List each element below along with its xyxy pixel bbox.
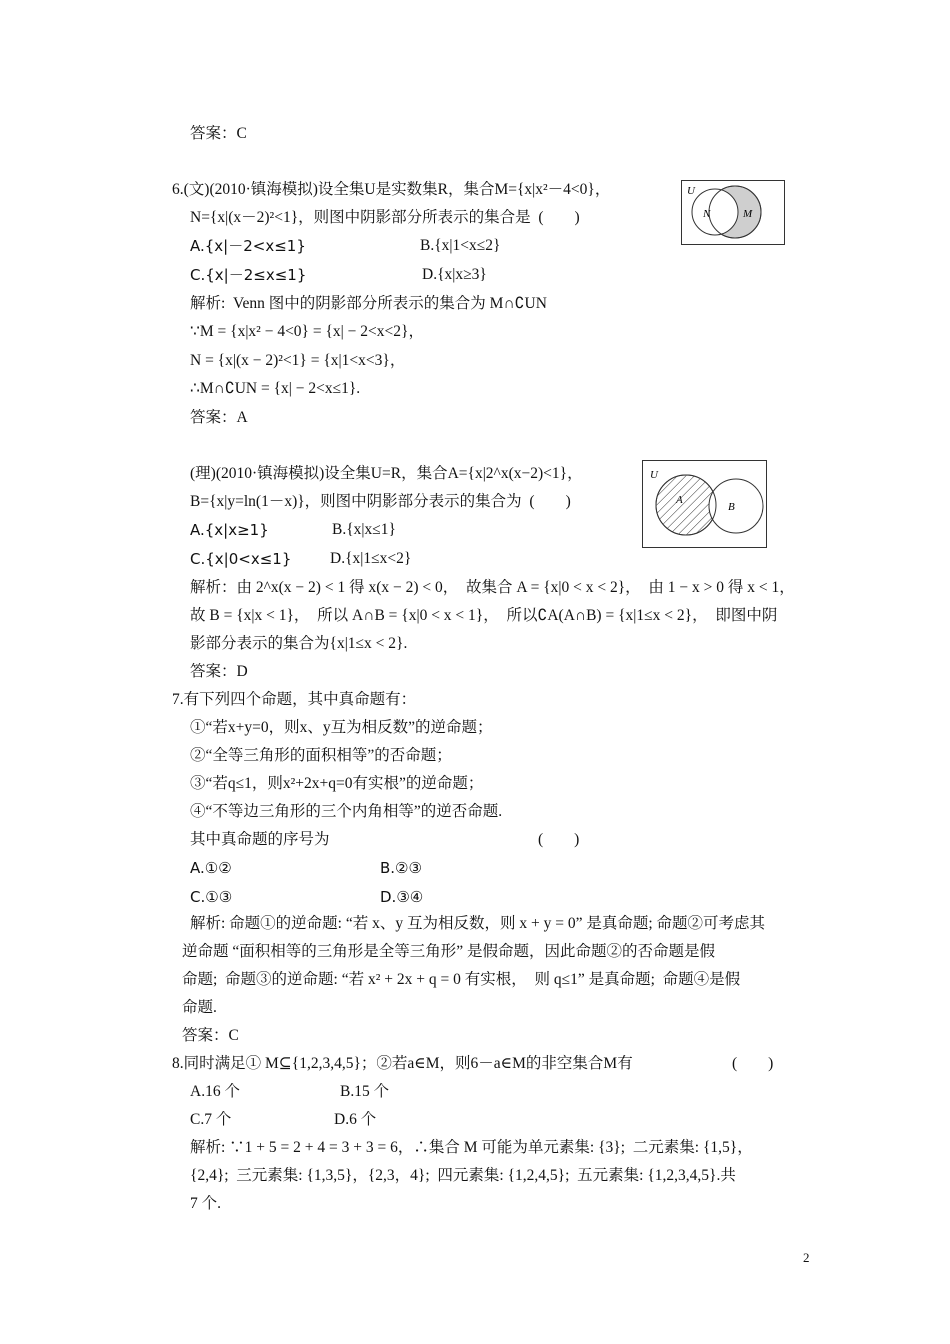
q7-stem: 7.有下列四个命题，其中真命题有： [172,691,417,708]
q6l-stem-line1: (理)(2010·镇海模拟)设全集U=R，集合A={x|2^x(x−2)<1}， [190,465,583,482]
q6l-option-d: D.{x|1≤x<2} [330,550,412,567]
q6w-answer: 答案：A [190,409,248,426]
q6w-option-c: C.{x|－2≤x≤1} [190,266,307,284]
q7-proposition-1: ①“若x+y=0，则x、y互为相反数”的逆命题； [190,719,493,736]
q6w-solution-line4: ∴M∩∁UN = {x| − 2<x≤1}. [190,380,361,397]
answer-prev: 答案：C [190,125,247,142]
q8-solution-line2: {2,4}; 三元素集: {1,3,5}，{2,3，4}; 四元素集: {1,2,4,5}; 五元素集: {1,2,3,4,5}.共 [190,1167,736,1184]
q7-solution-line1: 解析: 命题①的逆命题: “若 x、y 互为相反数，则 x + y = 0” 是真命题; 命题②可考虑其 [190,915,766,932]
q7-option-b: B.②③ [380,859,422,877]
q8-option-c: C.7 个 [190,1111,232,1128]
venn-label-u2: U [650,469,658,481]
q8-option-d: D.6 个 [334,1111,377,1128]
q8-stem: 8.同时满足① M⊆{1,2,3,4,5}；②若a∈M，则6－a∈M的非空集合M有 [172,1055,633,1072]
q6w-solution-line1: 解析: Venn 图中的阴影部分所表示的集合为 M∩∁UN [190,295,547,312]
q6l-option-a: A.{x|x≥1} [190,521,269,539]
venn-label-b: B [728,501,735,513]
q6w-option-a: A.{x|－2<x≤1} [190,237,306,255]
q6w-option-b: B.{x|1<x≤2} [420,237,501,254]
venn-label-a: A [676,494,683,506]
venn-diagram-mn [681,180,785,246]
venn-label-n: N [703,208,711,220]
q6l-solution-line3: 影部分表示的集合为{x|1≤x < 2}. [190,635,408,652]
q7-proposition-4: ④“不等边三角形的三个内角相等”的逆否命题. [190,803,503,820]
q8-option-b: B.15 个 [340,1083,390,1100]
q8-answer-paren: ( ) [732,1055,774,1072]
q6l-solution-line1: 解析：由 2^x(x − 2) < 1 得 x(x − 2) < 0， 故集合 A = {x|0 < x < 2}， 由 1 − x > 0 得 x < 1， [190,579,795,596]
q8-solution-line1: 解析: ∵1 + 5 = 2 + 4 = 3 + 3 = 6，∴集合 M 可能为单元素集: {3}; 二元素集: {1,5}， [190,1139,753,1156]
q6l-option-b: B.{x|x≤1} [332,521,396,538]
q7-proposition-2: ②“全等三角形的面积相等”的否命题； [190,747,452,764]
q8-solution-line3: 7 个. [190,1195,222,1212]
venn-circle-b [709,479,763,533]
q7-option-a: A.①② [190,859,232,877]
venn-label-u: U [687,185,695,197]
q7-option-d: D.③④ [380,888,424,906]
q6w-stem-line1: 6.(文)(2010·镇海模拟)设全集U是实数集R，集合M={x|x²－4<0}， [172,181,611,198]
q7-option-c: C.①③ [190,888,233,906]
venn-diagram-ab [642,460,767,548]
q6w-option-d: D.{x|x≥3} [422,266,487,283]
page-number: 2 [803,1250,810,1265]
q6w-solution-line3: N = {x|(x − 2)²<1} = {x|1<x<3}， [190,352,406,369]
q6w-solution-line2: ∵M = {x|x² − 4<0} = {x| − 2<x<2}， [190,323,424,340]
q6w-stem-line2: N={x|(x－2)²<1}，则图中阴影部分所表示的集合是 ( ) [190,209,580,226]
q7-solution-line4: 命题. [182,999,217,1016]
q6l-option-c: C.{x|0<x≤1} [190,550,292,568]
q7-solution-line3: 命题; 命题③的逆命题: “若 x² + 2x + q = 0 有实根， 则 q≤1” 是真命题; 命题④是假 [182,971,741,988]
q8-option-a: A.16 个 [190,1083,240,1100]
q7-ask: 其中真命题的序号为 [190,831,330,848]
venn-label-m: M [743,208,753,220]
q7-solution-line2: 逆命题 “面积相等的三角形是全等三角形” 是假命题，因此命题②的否命题是假 [182,943,716,960]
q6l-answer: 答案：D [190,663,248,680]
q7-answer: 答案：C [182,1027,239,1044]
q7-proposition-3: ③“若q≤1，则x²+2x+q=0有实根”的逆命题； [190,775,484,792]
q6l-stem-line2: B={x|y=ln(1－x)}，则图中阴影部分表示的集合为 ( ) [190,493,571,510]
q7-answer-paren: ( ) [538,831,580,848]
q6l-solution-line2: 故 B = {x|x < 1}， 所以 A∩B = {x|0 < x < 1}， 所以∁A(A∩B) = {x|1≤x < 2}， 即图中阴 [190,607,778,624]
